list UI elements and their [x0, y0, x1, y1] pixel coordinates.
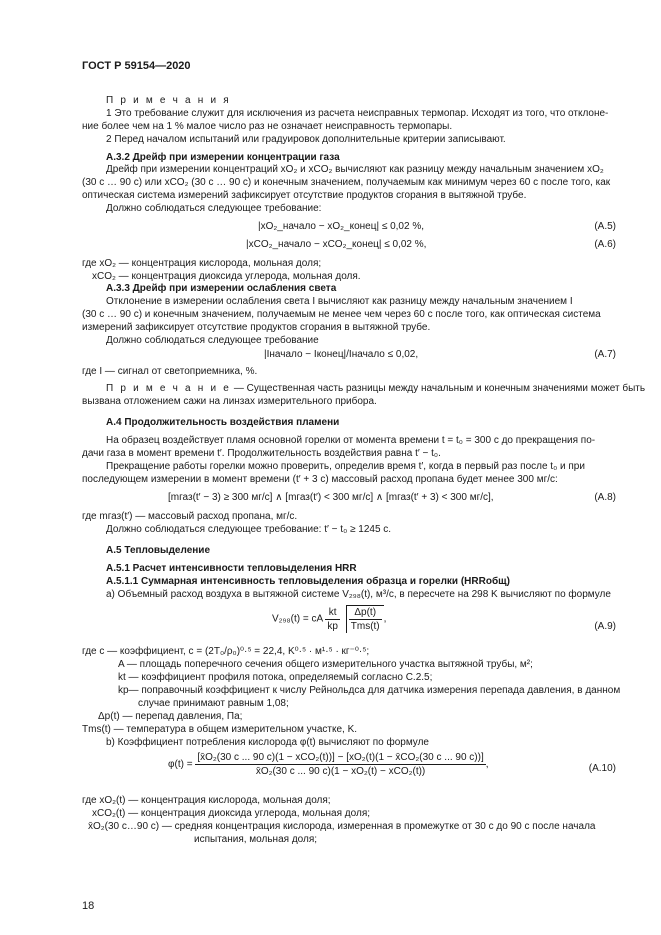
where-line: случае принимают равным 1,08;: [138, 698, 289, 709]
where-line: Δp(t) — перепад давления, Па;: [98, 711, 243, 722]
paragraph-line: (30 с … 90 с) или xCO₂ (30 с … 90 с) и конечным значением, получаемым как минимум через 60 с после того, как: [82, 177, 611, 188]
fraction-numerator: [x̄O₂(30 с ... 90 с)(1 − xCO₂(t))] − [xO₂(t)(1 − x̄CO₂(30 с ... 90 с))]: [197, 752, 484, 763]
document-header: ГОСТ Р 59154—2020: [82, 60, 191, 72]
where-line: где I — сигнал от светоприемника, %.: [82, 366, 258, 377]
section-heading-a5: А.5 Тепловыделение: [106, 545, 211, 556]
formula-a7: |Iначало − Iконец|/Iначало ≤ 0,02,: [264, 349, 419, 360]
paragraph-line: Дрейф при измерении концентраций xO₂ и xCO₂ вычисляют как разницу между начальным значением xO₂: [106, 164, 604, 175]
formula-a8: [mгаз(t′ − 3) ≥ 300 мг/с] ∧ [mгаз(t′) < 300 мг/с] ∧ [mгаз(t′ + 3) < 300 мг/с],: [168, 492, 494, 503]
where-line: x̄O₂(30 с…90 с) — средняя концентрация кислорода, измеренная в промежутке от 30 с до 90 с после начала: [88, 821, 596, 832]
section-heading-a511: А.5.1.1 Суммарная интенсивность тепловыделения образца и горелки (HRRобщ): [106, 576, 510, 587]
paragraph-line: оптическая система измерений зафиксирует отсутствие продуктов сгорания в вытяжной трубе.: [82, 190, 527, 201]
paragraph-line: Должно соблюдаться следующее требование: [106, 335, 319, 346]
sqrt-term: [346, 605, 384, 633]
note-title: П р и м е ч а н и я: [106, 95, 231, 106]
where-line: где xO₂(t) — концентрация кислорода, мольная доля;: [82, 795, 331, 806]
paragraph-line: Отклонение в измерении ослабления света I вычисляют как разницу между начальным значением I: [106, 296, 573, 307]
formula-a5: |xO₂_начало − xO₂_конец| ≤ 0,02 %,: [258, 221, 424, 232]
where-line: Tms(t) — температура в общем измерительном участке, K.: [82, 724, 358, 735]
paragraph-line: Должно соблюдаться следующее требование: t′ − t₀ ≥ 1245 с.: [106, 524, 392, 535]
formula-a9-lhs: V₂₉₈(t) = cA: [272, 613, 323, 625]
section-heading-a51: А.5.1 Расчет интенсивности тепловыделения HRR: [106, 563, 357, 574]
where-line: kp— поправочный коэффициент к числу Рейнольдса для датчика измерения перепада давления, в данном: [118, 685, 621, 696]
paragraph-line: Прекращение работы горелки можно проверить, определив время t′, когда в первый раз после t₀ и при: [106, 461, 585, 472]
formula-a9: V₂₉₈(t) = cA $\frac{kt}{kp}$ $\frac{\Delta p(t)}{\text{Tms(t)}}$ ,: [272, 606, 387, 632]
paragraph-line: измерений зафиксирует отсутствие продуктов сгорания в вытяжной трубе.: [82, 322, 431, 333]
document-page: [82, 0, 646, 935]
paragraph-line: Должно соблюдаться следующее требование:: [106, 203, 322, 214]
fraction-numerator: Δp(t): [349, 606, 382, 620]
paragraph-line: a) Объемный расход воздуха в вытяжной системе V₂₉₈(t), м³/с, в пересчете на 298 K вычисляют по формуле: [106, 589, 611, 600]
section-heading-a32: А.3.2 Дрейф при измерении концентрации газа: [106, 152, 340, 163]
formula-number: (А.5): [594, 221, 616, 232]
paragraph-line: дачи газа в момент времени t′. Продолжительность воздействия равна t′ − t₀.: [82, 448, 441, 459]
formula-a10: φ(t) = [x̄O₂(30 с ... 90 с)(1 − xCO₂(t))] − [xO₂(t)(1 − x̄CO₂(30 с ... 90 с))] x̄O₂(30 с ... 90 с)(1 − xO₂(t) − xCO₂(t)) ,: [168, 752, 489, 777]
note-text: — Существенная часть разницы между начальным и конечным значениями может быть: [233, 383, 646, 394]
page-number: 18: [82, 900, 95, 912]
paragraph-line: b) Коэффициент потребления кислорода φ(t) вычисляют по формуле: [106, 737, 429, 748]
where-line: испытания, мольная доля;: [194, 834, 318, 845]
note-title: П р и м е ч а н и е: [106, 383, 232, 394]
note-line: [106, 382, 645, 395]
dp-tms-fraction: [349, 606, 382, 633]
where-line: где c — коэффициент, c = (2T₀/ρ₀)⁰·⁵ = 22,4, K⁰·⁵ · м¹·⁵ · кг⁻⁰·⁵;: [82, 646, 370, 657]
fraction-denominator: x̄O₂(30 с ... 90 с)(1 − xO₂(t) − xCO₂(t)): [255, 766, 426, 777]
paragraph-line: (30 с … 90 с) и конечным значением, получаемым не менее чем через 60 с после того, как оптическая система: [82, 309, 601, 320]
paragraph-line: последующем измерении в момент времени (t′ + 3 с) массовый расход пропана будет менее 300 мг/с:: [82, 474, 558, 485]
formula-number: (А.9): [594, 621, 616, 632]
kt-kp-fraction: [325, 606, 340, 633]
paragraph-line: На образец воздействует пламя основной горелки от момента времени t = t₀ = 300 с до прекращения по-: [106, 435, 596, 446]
formula-number: (А.8): [594, 492, 616, 503]
oxygen-fraction: [195, 751, 485, 778]
formula-number: (А.7): [594, 349, 616, 360]
fraction-denominator: Tms(t): [350, 621, 380, 632]
where-line: kt — коэффициент профиля потока, определяемый согласно С.2.5;: [118, 672, 433, 683]
note-line: вызвана отложением сажи на линзах измерительного прибора.: [82, 396, 377, 407]
fraction-numerator: kt: [325, 606, 340, 620]
note-line: ние более чем на 1 % малое число раз не означает неисправность термопары.: [82, 121, 453, 132]
where-line: где xO₂ — концентрация кислорода, мольная доля;: [82, 258, 322, 269]
formula-a10-lhs: φ(t) =: [168, 759, 193, 771]
where-line: A — площадь поперечного сечения общего измерительного участка вытяжной трубы, м²;: [118, 659, 533, 670]
fraction-denominator: kp: [327, 620, 338, 632]
note-line: 1 Это требование служит для исключения из расчета неисправных термопар. Исходят из того, что отклоне-: [106, 108, 609, 119]
formula-number: (А.10): [588, 763, 616, 774]
section-heading-a4: А.4 Продолжительность воздействия пламени: [106, 417, 340, 428]
note-line: 2 Перед началом испытаний или градуировок дополнительные критерии записывают.: [106, 134, 506, 145]
where-line: xCO₂(t) — концентрация диоксида углерода, мольная доля;: [92, 808, 371, 819]
where-line: где mгаз(t′) — массовый расход пропана, мг/с.: [82, 511, 298, 522]
formula-a6: |xCO₂_начало − xCO₂_конец| ≤ 0,02 %,: [246, 239, 427, 250]
formula-number: (А.6): [594, 239, 616, 250]
section-heading-a33: А.3.3 Дрейф при измерении ослабления света: [106, 283, 337, 294]
where-line: xCO₂ — концентрация диоксида углерода, мольная доля.: [92, 271, 361, 282]
